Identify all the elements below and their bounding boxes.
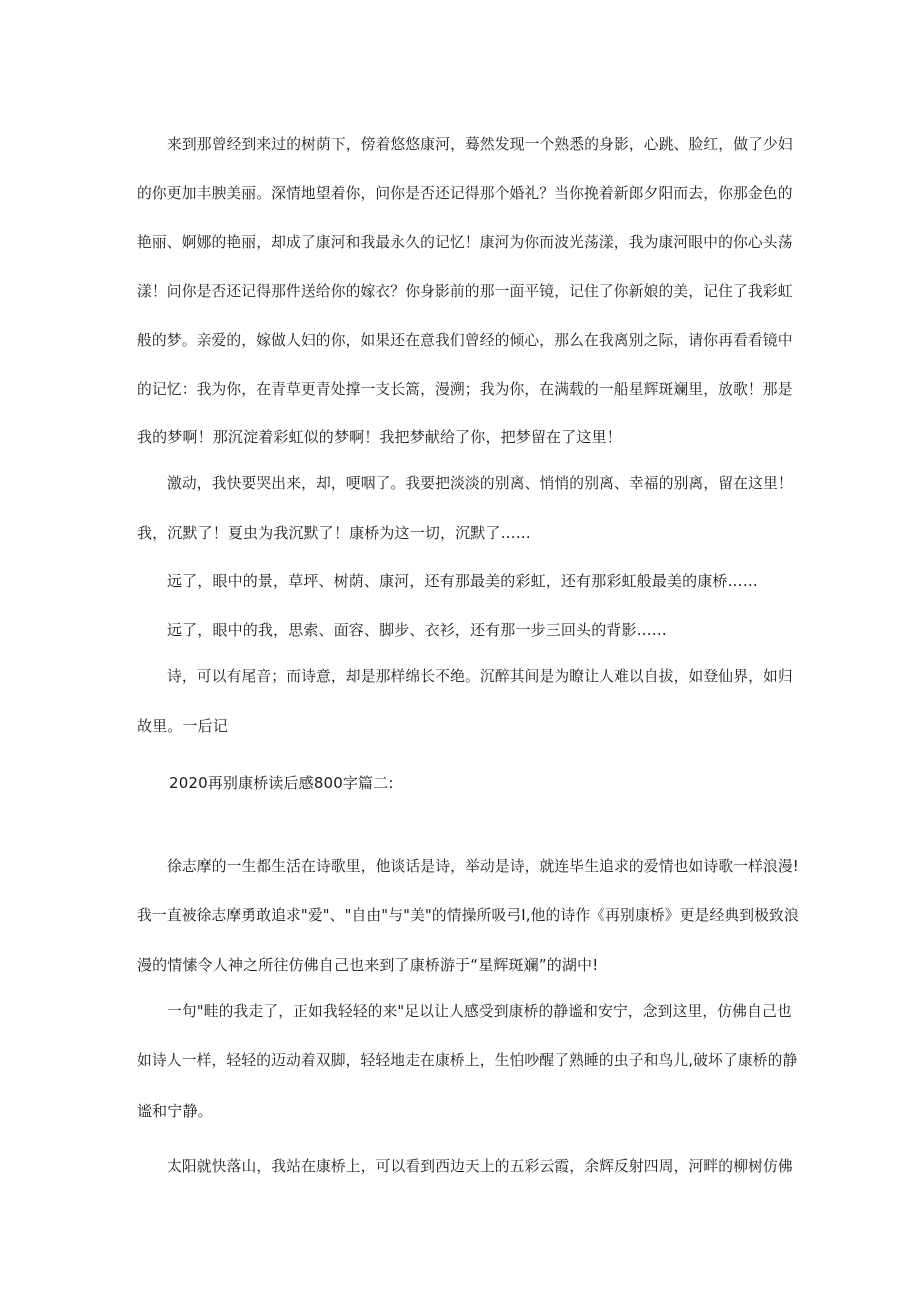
text-line: 我，沉默了！夏虫为我沉默了！康桥为这一切，沉默了…… xyxy=(137,524,531,542)
text-line: 徐志摩的一生都生活在诗歌里，他谈话是诗，举动是诗，就连毕生追求的爱情也如诗歌一样浪漫! xyxy=(167,858,799,875)
text-line: 艳丽、婀娜的艳丽，却成了康河和我最永久的记忆！康河为你而波光荡漾，我为康河眼中的你心头荡 xyxy=(137,234,793,251)
text-line: 太阳就快落山，我站在康桥上，可以看到西边天上的五彩云霞，余辉反射四周，河畔的柳树仿佛 xyxy=(167,1158,793,1175)
text-line: 漾！问你是否还记得那件送给你的嫁衣？你身影前的那一面平镜，记住了你新娘的美，记住了我彩虹 xyxy=(137,283,793,300)
text-line: 般的梦。亲爱的，嫁做人妇的你，如果还在意我们曾经的倾心，那么在我离别之际，请你再看看镜中 xyxy=(137,332,793,349)
text-line: 故里。一后记 xyxy=(137,717,228,735)
text-line: 的记忆：我为你，在青草更青处撑一支长篙，漫溯；我为你，在满载的一船星辉斑斓里，放歌！那是 xyxy=(137,381,793,398)
text-line: 的你更加丰腴美丽。深情地望着你，问你是否还记得那个婚礼？当你挽着新郎夕阳而去，你那金色的 xyxy=(137,185,793,202)
text-line: 来到那曾经到来过的树荫下，傍着悠悠康河，蓦然发现一个熟悉的身影，心跳、脸红，做了少妇 xyxy=(167,136,793,153)
section-title: 2020再别康桥读后感800字篇二: xyxy=(169,774,394,792)
text-line: 激动，我快要哭出来，却，哽咽了。我要把淡淡的别离、悄悄的别离、幸福的别离，留在这里！ xyxy=(167,475,793,492)
text-line: 一句"畦的我走了，正如我轻轻的来"足以让人感受到康桥的静谧和安宁，念到这里，仿佛自己也 xyxy=(167,1003,792,1020)
text-line: 诗，可以有尾音；而诗意，却是那样绵长不绝。沉醉其间是为瞭让人难以自拔，如登仙界，如归 xyxy=(167,668,793,685)
text-line: 如诗人一样，轻轻的迈动着双脚，轻轻地走在康桥上，生怕吵醒了熟睡的虫子和鸟儿,破坏了康桥的静 xyxy=(137,1052,798,1069)
text-line: 我一直被徐志摩勇敢追求"爱"、"自由"与"美"的情操所吸弓I,他的诗作《再别康桥》更是经典到极致浪 xyxy=(137,907,799,924)
text-line: 我的梦啊！那沉淀着彩虹似的梦啊！我把梦献给了你，把梦留在了这里！ xyxy=(137,428,622,446)
text-line: 谧和宁静。 xyxy=(137,1102,213,1120)
text-line: 远了，眼中的我，思索、面容、脚步、衣衫，还有那一步三回头的背影…… xyxy=(167,621,667,639)
text-line: 远了，眼中的景，草坪、树荫、康河，还有那最美的彩虹，还有那彩虹般最美的康桥…… xyxy=(167,572,758,590)
text-line: 漫的情愫令人神之所往仿佛自己也来到了康桥游于“星辉斑斓”的湖中! xyxy=(137,956,599,974)
